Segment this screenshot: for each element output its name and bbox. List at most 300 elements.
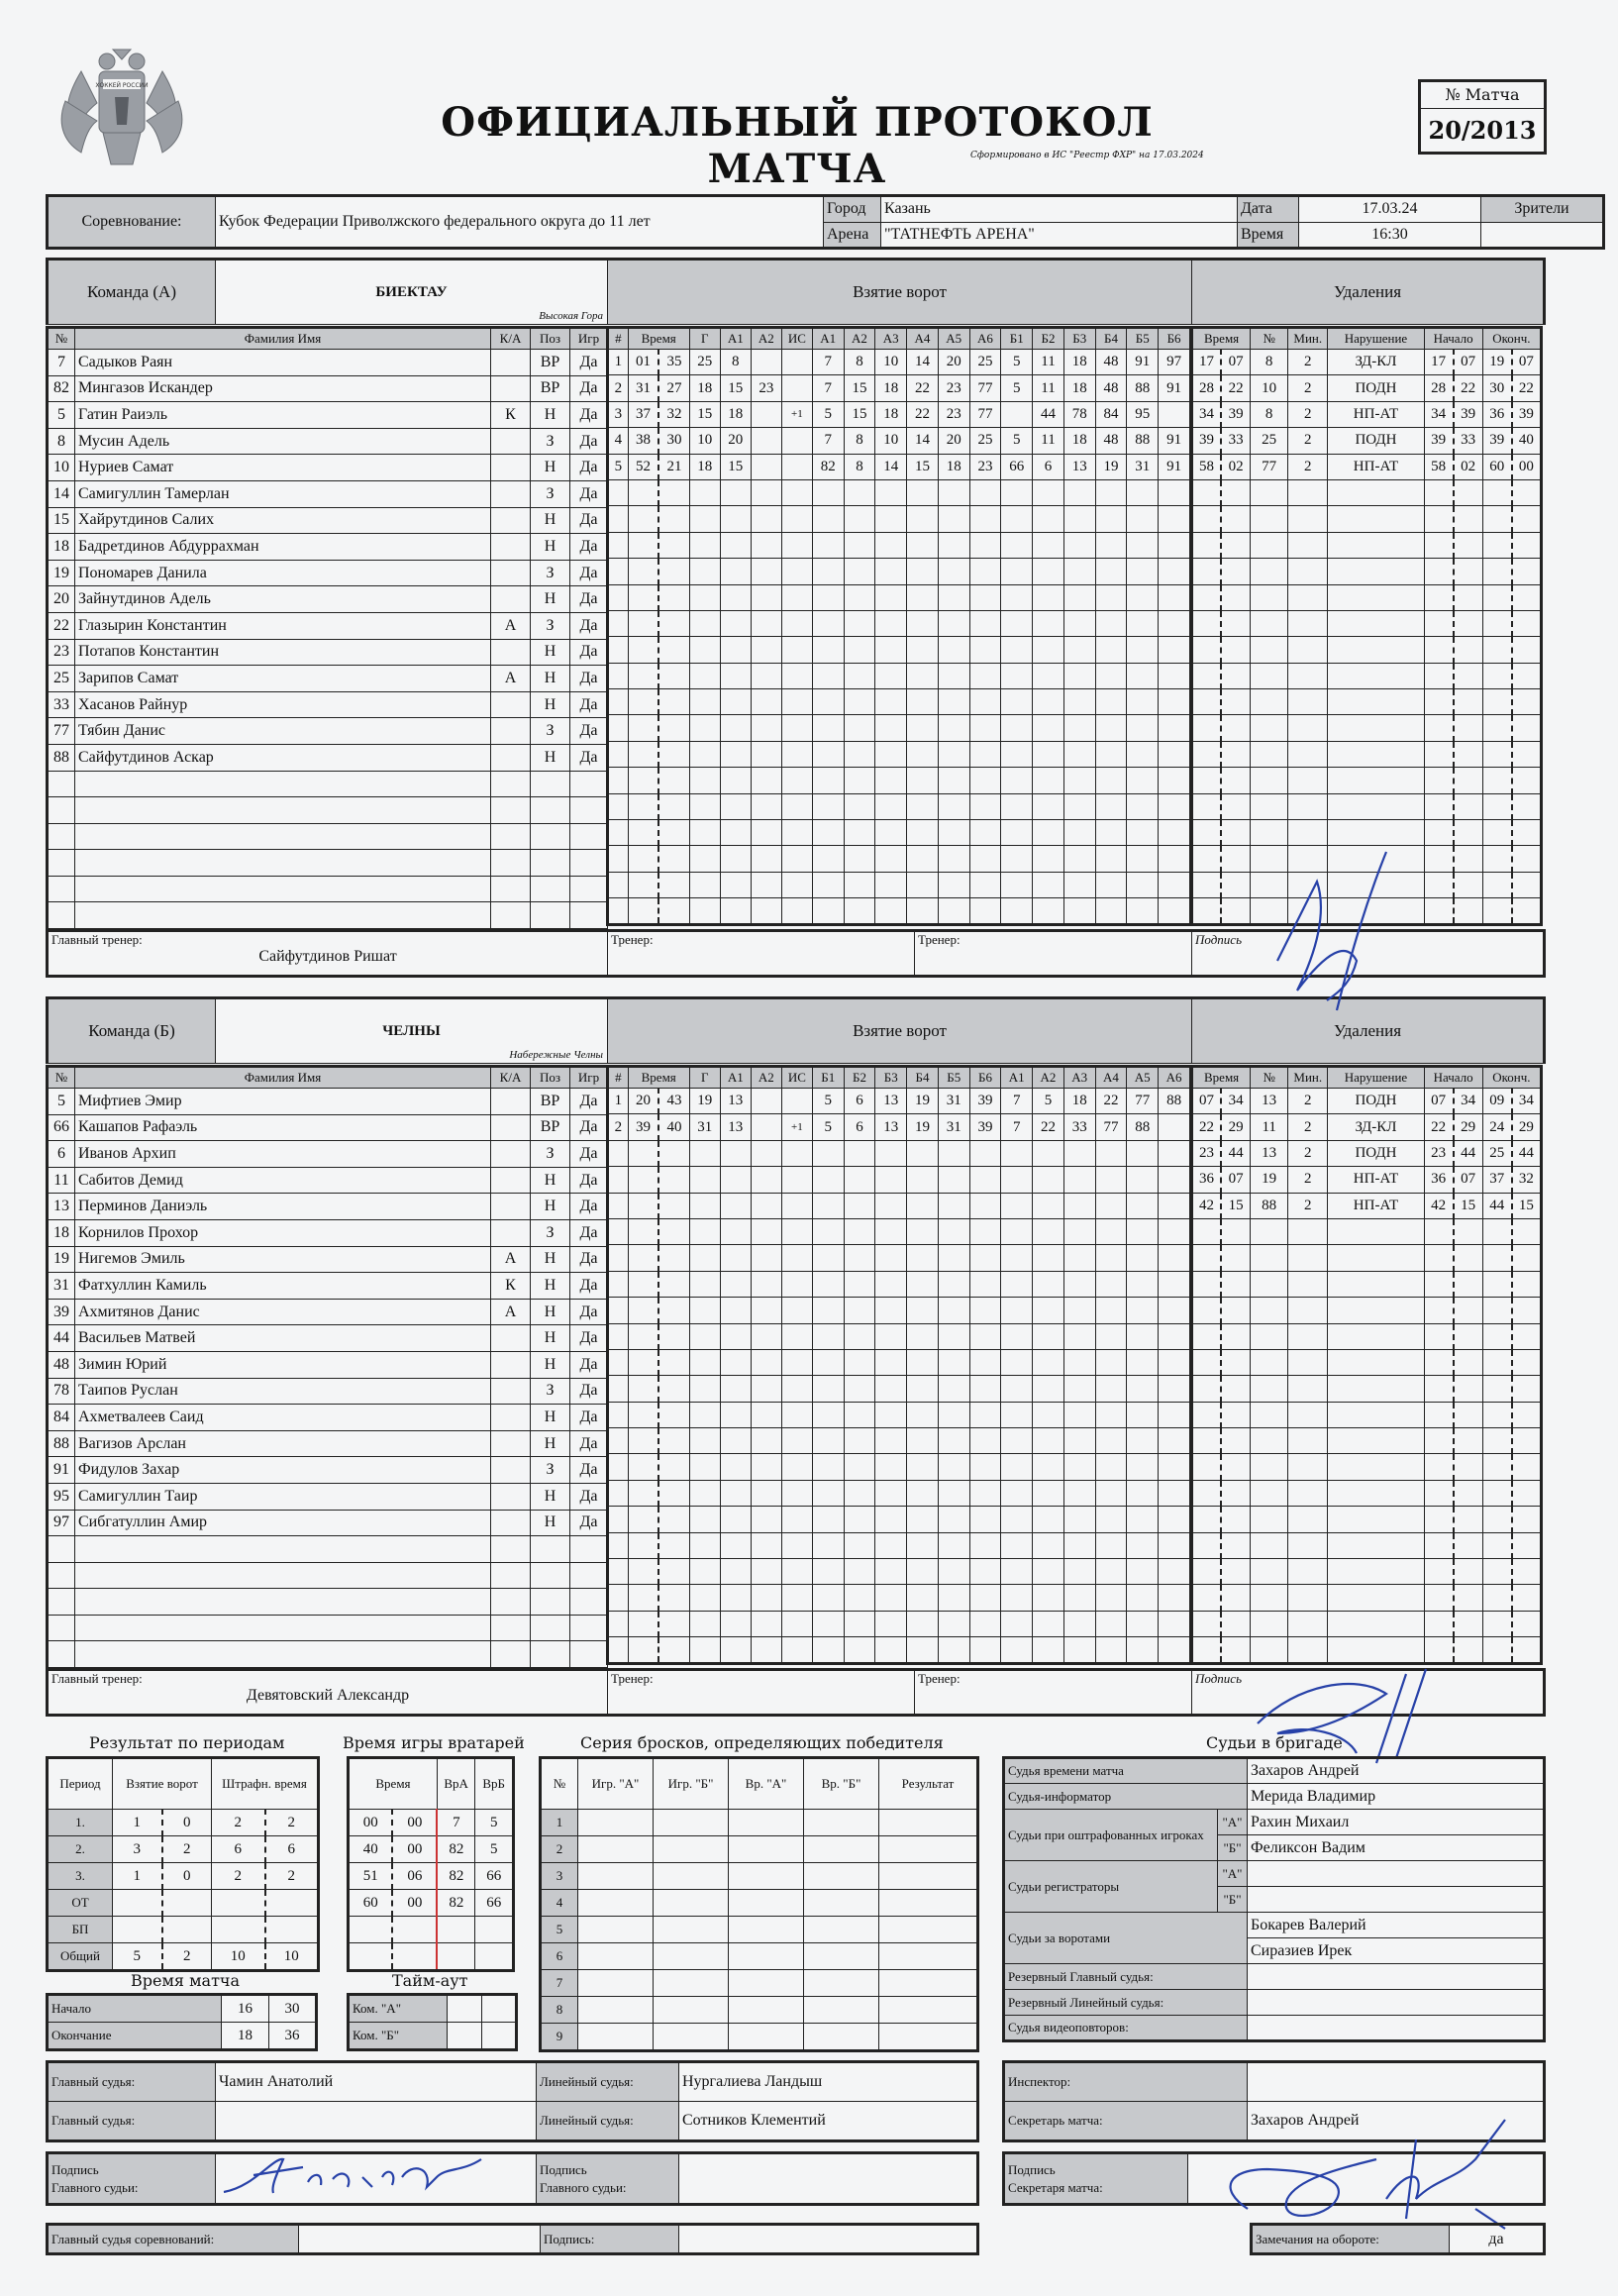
empty-row bbox=[608, 1323, 1190, 1349]
penalty-violation bbox=[1328, 741, 1424, 767]
goalie-a: 82 bbox=[437, 1890, 475, 1917]
goal-opponent-on-ice bbox=[1001, 1532, 1033, 1558]
penalty-minutes bbox=[1288, 1454, 1328, 1480]
goal-number: 2 bbox=[608, 1114, 629, 1140]
penalty-player bbox=[1251, 1480, 1288, 1506]
goal-assist-2 bbox=[751, 1089, 781, 1114]
shootout-row bbox=[541, 1997, 978, 2024]
penalty-start-second: 34 bbox=[1454, 1089, 1483, 1114]
goal-on-ice: 77 bbox=[969, 401, 1001, 427]
main-referee-label-1: Главный судья: bbox=[48, 2062, 216, 2102]
goal-number bbox=[608, 898, 629, 924]
player-number: 77 bbox=[48, 718, 75, 745]
penalty-player: 19 bbox=[1251, 1167, 1288, 1193]
penalty-start-second bbox=[1454, 1480, 1483, 1506]
goal-minute bbox=[628, 1611, 658, 1636]
penalty-start-second bbox=[1454, 610, 1483, 636]
shootout-cell bbox=[879, 1997, 978, 2024]
goal-assist-1 bbox=[720, 506, 751, 532]
player-position: Н bbox=[531, 666, 570, 692]
penalty-minutes bbox=[1288, 715, 1328, 741]
penalty-end-minute bbox=[1482, 1454, 1512, 1480]
goal-opponent-on-ice bbox=[1033, 689, 1064, 715]
goal-assist-1 bbox=[720, 610, 751, 636]
end-label: Окончание bbox=[48, 2023, 222, 2050]
player-played: Да bbox=[570, 666, 608, 692]
goal-opponent-on-ice bbox=[1001, 1559, 1033, 1585]
goal-minute bbox=[628, 637, 658, 663]
goal-on-ice bbox=[875, 689, 907, 715]
sig-main2-label-1: Подпись bbox=[540, 2161, 587, 2177]
goal-situation bbox=[781, 1637, 812, 1663]
penalty-second: 22 bbox=[1221, 375, 1251, 401]
penalty-start-minute bbox=[1424, 715, 1454, 741]
goal-situation bbox=[781, 454, 812, 479]
penalty-violation: НП-АТ bbox=[1328, 1167, 1424, 1193]
penalty-violation bbox=[1328, 1532, 1424, 1558]
penalty-minute bbox=[1192, 1507, 1222, 1532]
penalty-minute bbox=[1192, 479, 1222, 505]
penalty-minute bbox=[1192, 1402, 1222, 1427]
period-name: ОТ bbox=[48, 1890, 113, 1917]
empty-row bbox=[1192, 715, 1542, 741]
goal-minute bbox=[628, 479, 658, 505]
goal-on-ice bbox=[969, 1454, 1001, 1480]
penalty-violation bbox=[1328, 1480, 1424, 1506]
goal-opponent-on-ice bbox=[1001, 1245, 1033, 1271]
goal-on-ice bbox=[907, 1376, 939, 1402]
goal-opponent-on-ice bbox=[1127, 1559, 1159, 1585]
team_b-goals-h-on-b1: Б1 bbox=[812, 1067, 844, 1089]
goal-on-ice: 31 bbox=[938, 1114, 969, 1140]
goal-row bbox=[608, 1114, 1190, 1140]
player-row bbox=[48, 1246, 608, 1273]
penalty-start-second bbox=[1454, 479, 1483, 505]
goal-minute bbox=[628, 846, 658, 872]
goal-opponent-on-ice bbox=[1001, 898, 1033, 924]
empty-row bbox=[608, 1637, 1190, 1663]
goal-opponent-on-ice bbox=[1127, 1271, 1159, 1297]
player-number: 82 bbox=[48, 375, 75, 402]
goal-opponent-on-ice bbox=[1095, 1167, 1127, 1193]
empty-row bbox=[48, 1562, 608, 1589]
goal-second bbox=[658, 1218, 689, 1244]
goal-opponent-on-ice bbox=[1001, 401, 1033, 427]
goal-on-ice bbox=[844, 1611, 875, 1636]
goal-opponent-on-ice: 48 bbox=[1095, 350, 1127, 375]
goal-on-ice: 39 bbox=[969, 1114, 1001, 1140]
goal-minute bbox=[628, 1245, 658, 1271]
goal-assist-1: 13 bbox=[720, 1114, 751, 1140]
goalie-a: 7 bbox=[437, 1810, 475, 1836]
goal-opponent-on-ice bbox=[1159, 793, 1190, 819]
goal-minute bbox=[628, 610, 658, 636]
goal-on-ice: 10 bbox=[875, 428, 907, 454]
penalty-end-minute bbox=[1482, 1585, 1512, 1611]
goal-assist-1 bbox=[720, 1402, 751, 1427]
goal-number: 4 bbox=[608, 428, 629, 454]
penalty-end-minute bbox=[1482, 715, 1512, 741]
goal-on-ice bbox=[938, 715, 969, 741]
penalty-minute: 58 bbox=[1192, 454, 1222, 479]
penalty-minutes bbox=[1288, 1298, 1328, 1323]
player-ka bbox=[491, 1430, 531, 1457]
match-info bbox=[46, 194, 1605, 250]
date-value: 17.03.24 bbox=[1299, 196, 1481, 223]
goal-assist-2 bbox=[751, 1167, 781, 1193]
goal-on-ice bbox=[907, 532, 939, 558]
goal-opponent-on-ice bbox=[1127, 532, 1159, 558]
goal-opponent-on-ice bbox=[1033, 1454, 1064, 1480]
goalie-minute: 40 bbox=[349, 1836, 393, 1863]
penalty-start-second: 29 bbox=[1454, 1114, 1483, 1140]
player-name: Зарипов Самат bbox=[75, 666, 491, 692]
shootout-cell bbox=[654, 1917, 729, 1943]
team_b-goals-h-on-b2: Б2 bbox=[844, 1067, 875, 1089]
player-position: Н bbox=[531, 1430, 570, 1457]
goal-on-ice bbox=[938, 532, 969, 558]
goalie-b: 5 bbox=[475, 1836, 514, 1863]
empty-row bbox=[1192, 663, 1542, 688]
goal-on-ice bbox=[938, 663, 969, 688]
empty-cell bbox=[531, 1615, 570, 1641]
penalty-minute bbox=[1192, 689, 1222, 715]
empty-cell bbox=[75, 1589, 491, 1616]
empty-cell bbox=[75, 850, 491, 877]
goal-on-ice bbox=[938, 584, 969, 610]
player-name: Самигуллин Тамерлан bbox=[75, 480, 491, 507]
penalty-end-minute bbox=[1482, 1245, 1512, 1271]
goal-on-ice bbox=[875, 846, 907, 872]
goal-opponent-on-ice bbox=[1127, 559, 1159, 584]
team_b-goals-h-opp-a2: А2 bbox=[1033, 1067, 1064, 1089]
goal-on-ice bbox=[907, 1167, 939, 1193]
goal-minute bbox=[628, 1218, 658, 1244]
empty-cell bbox=[75, 1562, 491, 1589]
penalty-player: 88 bbox=[1251, 1193, 1288, 1218]
period-goals-b: 2 bbox=[162, 1836, 212, 1863]
goal-opponent-on-ice bbox=[1159, 1428, 1190, 1454]
penalty-violation: ЗД-КЛ bbox=[1328, 350, 1424, 375]
goal-number bbox=[608, 584, 629, 610]
period-row bbox=[48, 1810, 319, 1836]
goal-opponent-on-ice bbox=[1127, 768, 1159, 793]
goal-minute bbox=[628, 1298, 658, 1323]
goal-opponent-on-ice bbox=[1159, 872, 1190, 897]
goal-opponent-on-ice bbox=[1127, 584, 1159, 610]
shootout-cell bbox=[804, 1917, 879, 1943]
penalty-end-minute bbox=[1482, 741, 1512, 767]
period-goals-a bbox=[113, 1890, 162, 1917]
empty-cell bbox=[531, 902, 570, 930]
penalty-minutes bbox=[1288, 1271, 1328, 1297]
team_a-goals-h-on-a6: А6 bbox=[969, 328, 1001, 350]
player-position: Н bbox=[531, 1246, 570, 1273]
goal-minute bbox=[628, 506, 658, 532]
shootout-cell bbox=[729, 2024, 804, 2051]
goal-minute bbox=[628, 689, 658, 715]
goal-minute: 52 bbox=[628, 454, 658, 479]
goal-opponent-on-ice bbox=[1033, 479, 1064, 505]
empty-cell bbox=[531, 823, 570, 850]
penalty-end-minute bbox=[1482, 1480, 1512, 1506]
team_a-header bbox=[46, 258, 1546, 325]
goal-on-ice bbox=[844, 610, 875, 636]
period-goals-a: 1 bbox=[113, 1810, 162, 1836]
empty-row bbox=[1192, 1428, 1542, 1454]
goal-number bbox=[608, 1140, 629, 1166]
penalty-end-second bbox=[1512, 741, 1542, 767]
goal-minute: 37 bbox=[628, 401, 658, 427]
goal-opponent-on-ice bbox=[1159, 532, 1190, 558]
goal-on-ice bbox=[969, 1480, 1001, 1506]
penalty-end-minute bbox=[1482, 768, 1512, 793]
team_b-pen-h-viol: Нарушение bbox=[1328, 1067, 1424, 1089]
player-ka bbox=[491, 1351, 531, 1378]
goal-on-ice bbox=[844, 637, 875, 663]
player-number: 5 bbox=[48, 402, 75, 429]
empty-cell bbox=[491, 771, 531, 797]
goal-opponent-on-ice bbox=[1001, 506, 1033, 532]
goal-scorer: 25 bbox=[689, 350, 720, 375]
penalty-second bbox=[1221, 715, 1251, 741]
team_b-goals-h-g: Г bbox=[689, 1067, 720, 1089]
timeout-b-label: Ком. "Б" bbox=[349, 2023, 448, 2050]
goal-opponent-on-ice bbox=[1127, 689, 1159, 715]
goal-on-ice bbox=[969, 793, 1001, 819]
penalty-minutes bbox=[1288, 1323, 1328, 1349]
shootout-cell bbox=[578, 1836, 654, 1863]
registrars-label: Судьи регистраторы bbox=[1004, 1861, 1218, 1913]
penalty-row bbox=[1192, 454, 1542, 479]
team_b-goals-h-a1: А1 bbox=[720, 1067, 751, 1089]
goal-on-ice bbox=[812, 479, 844, 505]
empty-row bbox=[608, 1507, 1190, 1532]
goal-on-ice bbox=[907, 846, 939, 872]
goal-opponent-on-ice: 18 bbox=[1063, 375, 1095, 401]
goal-on-ice bbox=[938, 1507, 969, 1532]
penalty-violation bbox=[1328, 715, 1424, 741]
registrar-mark-a: "А" bbox=[1218, 1861, 1248, 1887]
goal-opponent-on-ice bbox=[1001, 1193, 1033, 1218]
goal-opponent-on-ice bbox=[1033, 1140, 1064, 1166]
goal-on-ice bbox=[875, 1480, 907, 1506]
goal-situation bbox=[781, 1140, 812, 1166]
penalty-start-second: 39 bbox=[1454, 401, 1483, 427]
registrar-mark-b: "Б" bbox=[1218, 1887, 1248, 1913]
player-played: Да bbox=[570, 480, 608, 507]
player-ka bbox=[491, 691, 531, 718]
goal-number bbox=[608, 768, 629, 793]
team_a-goals-h-a2: А2 bbox=[751, 328, 781, 350]
team_b-goals-h-on-b5: Б5 bbox=[938, 1067, 969, 1089]
goal-opponent-on-ice bbox=[1033, 1349, 1064, 1375]
goal-assist-2 bbox=[751, 532, 781, 558]
goal-on-ice bbox=[844, 1245, 875, 1271]
penalty-minutes: 2 bbox=[1288, 375, 1328, 401]
empty-row bbox=[608, 1454, 1190, 1480]
goal-assist-2 bbox=[751, 793, 781, 819]
penalty-end-second bbox=[1512, 1376, 1542, 1402]
goal-opponent-on-ice bbox=[1033, 506, 1064, 532]
goal-opponent-on-ice bbox=[1033, 610, 1064, 636]
penalty-start-minute bbox=[1424, 1480, 1454, 1506]
penalty-second bbox=[1221, 846, 1251, 872]
goal-opponent-on-ice bbox=[1001, 1218, 1033, 1244]
goal-scorer bbox=[689, 506, 720, 532]
empty-row bbox=[608, 1402, 1190, 1427]
shootout-cell bbox=[578, 2024, 654, 2051]
penalty-start-second bbox=[1454, 532, 1483, 558]
goal-second: 43 bbox=[658, 1089, 689, 1114]
goal-on-ice bbox=[969, 1349, 1001, 1375]
empty-row bbox=[1192, 1271, 1542, 1297]
goal-number bbox=[608, 1507, 629, 1532]
goal-on-ice bbox=[844, 1271, 875, 1297]
empty-row bbox=[1192, 1323, 1542, 1349]
player-row bbox=[48, 639, 608, 666]
goalie-a: 82 bbox=[437, 1836, 475, 1863]
goal-opponent-on-ice bbox=[1127, 898, 1159, 924]
period-name: Общий bbox=[48, 1943, 113, 1971]
goal-on-ice bbox=[844, 1193, 875, 1218]
penalty-minutes: 2 bbox=[1288, 401, 1328, 427]
goal-on-ice bbox=[969, 1245, 1001, 1271]
empty-row bbox=[48, 1641, 608, 1669]
penalty-minute bbox=[1192, 663, 1222, 688]
penalty-start-minute bbox=[1424, 1218, 1454, 1244]
penalty-end-minute bbox=[1482, 479, 1512, 505]
player-position: З bbox=[531, 612, 570, 639]
player-number: 6 bbox=[48, 1141, 75, 1168]
goal-minute bbox=[628, 872, 658, 897]
player-row bbox=[48, 666, 608, 692]
goal-opponent-on-ice bbox=[1063, 506, 1095, 532]
goal-second bbox=[658, 1298, 689, 1323]
penalty-player bbox=[1251, 1611, 1288, 1636]
goal-on-ice bbox=[938, 1218, 969, 1244]
goal-on-ice bbox=[907, 1611, 939, 1636]
player-row bbox=[48, 428, 608, 455]
penalty-minutes bbox=[1288, 1559, 1328, 1585]
goal-number bbox=[608, 872, 629, 897]
goalie-second bbox=[392, 1943, 437, 1971]
shootout-cell bbox=[654, 1863, 729, 1890]
goal-opponent-on-ice bbox=[1063, 715, 1095, 741]
penalty-start-minute: 58 bbox=[1424, 454, 1454, 479]
goal-on-ice bbox=[844, 559, 875, 584]
goal-opponent-on-ice bbox=[1063, 1167, 1095, 1193]
goal-assist-1 bbox=[720, 689, 751, 715]
penalty-violation bbox=[1328, 506, 1424, 532]
goal-on-ice bbox=[969, 1218, 1001, 1244]
player-position: Н bbox=[531, 507, 570, 534]
player-ka bbox=[491, 534, 531, 561]
goal-on-ice bbox=[844, 532, 875, 558]
goal-minute bbox=[628, 559, 658, 584]
penalty-end-minute bbox=[1482, 1559, 1512, 1585]
penalty-player bbox=[1251, 1454, 1288, 1480]
goal-on-ice bbox=[938, 768, 969, 793]
player-row bbox=[48, 1483, 608, 1510]
logo bbox=[51, 42, 192, 182]
goal-assist-2 bbox=[751, 637, 781, 663]
goal-on-ice bbox=[969, 689, 1001, 715]
team_b-label: Команда (Б) bbox=[48, 998, 216, 1064]
goal-on-ice: 8 bbox=[844, 454, 875, 479]
penalty-minute: 17 bbox=[1192, 350, 1222, 375]
goal-number bbox=[608, 637, 629, 663]
penalty-start-second bbox=[1454, 584, 1483, 610]
goal-on-ice: 18 bbox=[875, 375, 907, 401]
goal-second bbox=[658, 1480, 689, 1506]
team_a-roster-h-ka: К/А bbox=[491, 328, 531, 350]
team_a-roster-h-no: № bbox=[48, 328, 75, 350]
empty-row bbox=[608, 1298, 1190, 1323]
penalty-start-second bbox=[1454, 1376, 1483, 1402]
goal-minute bbox=[628, 532, 658, 558]
goal-on-ice: 19 bbox=[907, 1114, 939, 1140]
goal-on-ice bbox=[875, 506, 907, 532]
goal-opponent-on-ice bbox=[1127, 715, 1159, 741]
empty-row bbox=[48, 797, 608, 824]
goal-opponent-on-ice bbox=[1159, 1167, 1190, 1193]
goal-on-ice bbox=[969, 1402, 1001, 1427]
penalty-minutes: 2 bbox=[1288, 1193, 1328, 1218]
goal-opponent-on-ice bbox=[1001, 1637, 1033, 1663]
goal-number bbox=[608, 1167, 629, 1193]
empty-row bbox=[608, 820, 1190, 846]
period-row bbox=[48, 1863, 319, 1890]
player-row bbox=[48, 1273, 608, 1300]
penalty-minute bbox=[1192, 741, 1222, 767]
penalty-start-minute bbox=[1424, 1454, 1454, 1480]
player-ka: К bbox=[491, 402, 531, 429]
empty-row bbox=[1192, 768, 1542, 793]
player-position: З bbox=[531, 718, 570, 745]
team_a-roster bbox=[46, 326, 608, 931]
penalty-start-minute bbox=[1424, 1585, 1454, 1611]
goal-on-ice bbox=[875, 1349, 907, 1375]
empty-cell bbox=[48, 1536, 75, 1563]
goal-assist-2 bbox=[751, 846, 781, 872]
goal-situation bbox=[781, 846, 812, 872]
goal-second: 40 bbox=[658, 1114, 689, 1140]
goal-minute bbox=[628, 584, 658, 610]
goal-row bbox=[608, 1089, 1190, 1114]
goal-number bbox=[608, 1559, 629, 1585]
goal-on-ice bbox=[844, 1218, 875, 1244]
goal-on-ice bbox=[875, 1376, 907, 1402]
penalty-minutes bbox=[1288, 1402, 1328, 1427]
player-name: Садыков Раян bbox=[75, 350, 491, 376]
player-ka bbox=[491, 1483, 531, 1510]
goal-opponent-on-ice bbox=[1127, 1637, 1159, 1663]
goal-opponent-on-ice bbox=[1159, 1349, 1190, 1375]
penalty-start-minute bbox=[1424, 532, 1454, 558]
goal-scorer bbox=[689, 768, 720, 793]
goal-on-ice bbox=[812, 872, 844, 897]
shootout-cell bbox=[578, 1863, 654, 1890]
goal-on-ice bbox=[907, 689, 939, 715]
goal-opponent-on-ice: 5 bbox=[1033, 1089, 1064, 1114]
goal-scorer bbox=[689, 1376, 720, 1402]
goal-judge-1: Бокарев Валерий bbox=[1248, 1913, 1545, 1938]
goal-opponent-on-ice bbox=[1159, 1559, 1190, 1585]
goal-opponent-on-ice bbox=[1033, 663, 1064, 688]
empty-row bbox=[1192, 1298, 1542, 1323]
goal-second bbox=[658, 1167, 689, 1193]
